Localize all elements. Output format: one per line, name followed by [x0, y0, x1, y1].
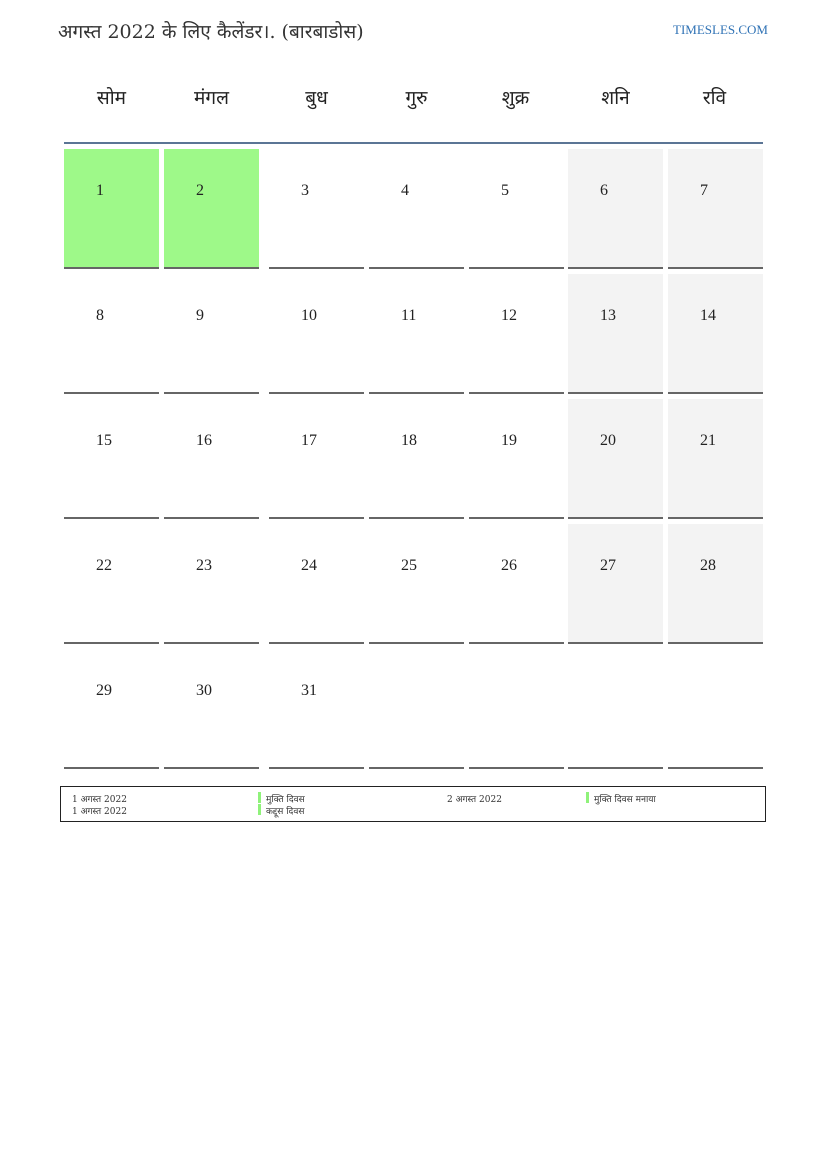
day-cell — [269, 149, 364, 269]
header-divider — [64, 142, 763, 144]
legend-holiday-name: मुक्ति दिवस — [266, 795, 305, 805]
day-number: 26 — [501, 557, 517, 574]
weekday-header — [64, 84, 763, 144]
legend-date: 1 अगस्त 2022 — [72, 807, 127, 817]
day-number: 5 — [501, 182, 509, 199]
legend-date: 2 अगस्त 2022 — [447, 795, 502, 805]
day-number: 13 — [600, 307, 616, 324]
day-number: 21 — [700, 432, 716, 449]
day-number: 16 — [196, 432, 212, 449]
site-link[interactable]: TIMESLES.COM — [673, 22, 768, 37]
day-number: 11 — [401, 307, 417, 324]
day-cell — [469, 524, 564, 644]
day-cell — [64, 524, 159, 644]
day-number: 29 — [96, 682, 112, 699]
weekday-sat: शनि — [601, 87, 630, 109]
day-number: 17 — [301, 432, 317, 449]
day-number: 12 — [501, 307, 517, 324]
day-cell — [64, 399, 159, 519]
day-number: 25 — [401, 557, 417, 574]
day-number: 22 — [96, 557, 112, 574]
day-cell — [164, 399, 259, 519]
day-cell — [64, 274, 159, 394]
day-number: 3 — [301, 182, 309, 199]
day-cell — [269, 524, 364, 644]
legend-holiday-name: मुक्ति दिवस मनाया — [594, 795, 656, 805]
weekday-tue: मंगल — [194, 87, 229, 109]
day-number: 19 — [501, 432, 517, 449]
day-number: 6 — [600, 182, 608, 199]
day-cell — [568, 399, 663, 519]
empty-day-cell — [469, 649, 564, 769]
day-cell — [64, 149, 159, 269]
day-number: 23 — [196, 557, 212, 574]
day-cell — [469, 149, 564, 269]
legend-date: 1 अगस्त 2022 — [72, 795, 127, 805]
day-cell — [164, 274, 259, 394]
day-cell — [668, 274, 763, 394]
day-cell — [269, 649, 364, 769]
holiday-color-mark — [586, 792, 589, 803]
day-cell — [64, 649, 159, 769]
day-cell — [269, 399, 364, 519]
day-number: 8 — [96, 307, 104, 324]
day-number: 20 — [600, 432, 616, 449]
day-number: 28 — [700, 557, 716, 574]
day-number: 15 — [96, 432, 112, 449]
day-cell — [269, 274, 364, 394]
day-number: 30 — [196, 682, 212, 699]
legend-holiday-name: कद्दूस दिवस — [266, 807, 305, 817]
day-number: 14 — [700, 307, 716, 324]
day-cell — [164, 649, 259, 769]
holiday-color-mark — [258, 804, 261, 815]
day-cell — [369, 149, 464, 269]
holiday-legend — [60, 786, 766, 822]
empty-day-cell — [369, 649, 464, 769]
day-number: 24 — [301, 557, 317, 574]
day-cell — [469, 399, 564, 519]
day-cell — [668, 399, 763, 519]
holiday-color-mark — [258, 792, 261, 803]
day-cell — [369, 524, 464, 644]
day-cell — [568, 524, 663, 644]
weekday-mon: सोम — [96, 87, 127, 109]
day-cell — [469, 274, 564, 394]
day-number: 9 — [196, 307, 204, 324]
day-number: 1 — [96, 182, 104, 199]
weekday-wed: बुध — [305, 87, 328, 109]
day-number: 31 — [301, 682, 317, 699]
empty-day-cell — [568, 649, 663, 769]
day-number: 27 — [600, 557, 616, 574]
page-title: अगस्त 2022 के लिए कैलेंडर।. (बारबाडोस) — [58, 21, 364, 43]
weekday-thu: गुरु — [405, 87, 428, 109]
day-cell — [369, 399, 464, 519]
day-number: 10 — [301, 307, 317, 324]
day-cell — [164, 149, 259, 269]
day-number: 18 — [401, 432, 417, 449]
day-cell — [568, 274, 663, 394]
day-number: 4 — [401, 182, 409, 199]
day-cell — [568, 149, 663, 269]
empty-day-cell — [668, 649, 763, 769]
day-number: 7 — [700, 182, 708, 199]
weekday-fri: शुक्र — [501, 87, 530, 109]
day-cell — [369, 274, 464, 394]
day-number: 2 — [196, 182, 204, 199]
weekday-sun: रवि — [702, 87, 727, 109]
day-cell — [164, 524, 259, 644]
day-cell — [668, 149, 763, 269]
day-cell — [668, 524, 763, 644]
